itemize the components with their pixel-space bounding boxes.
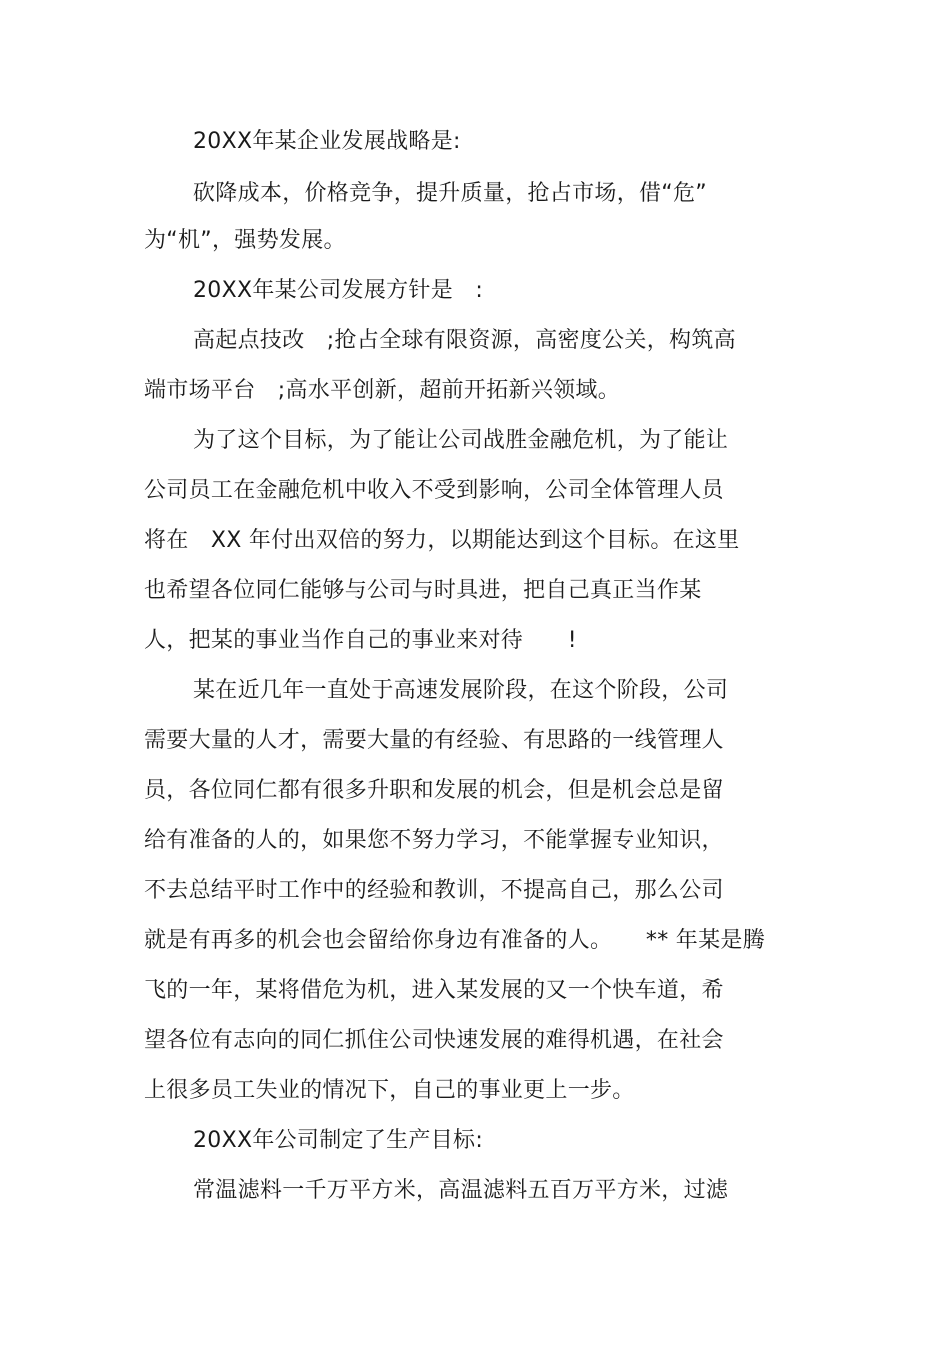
text-line: 需要大量的人才，需要大量的有经验、有思路的一线管理人 xyxy=(144,728,724,753)
text-line: 给有准备的人的，如果您不努力学习，不能掌握专业知识， xyxy=(144,828,724,853)
text-line: 为“机”，强势发展。 xyxy=(144,228,346,253)
text-line: 不去总结平时工作中的经验和教训，不提高自己，那么公司 xyxy=(144,878,724,903)
text-line: 20XX年公司制定了生产目标: xyxy=(193,1128,484,1153)
text-line: 某在近几年一直处于高速发展阶段，在这个阶段，公司 xyxy=(193,678,729,703)
text-line: 员，各位同仁都有很多升职和发展的机会，但是机会总是留 xyxy=(144,778,724,803)
text-line: 上很多员工失业的情况下，自己的事业更上一步。 xyxy=(144,1078,635,1103)
text-line: 公司员工在金融危机中收入不受到影响，公司全体管理人员 xyxy=(144,478,724,503)
text-line: 飞的一年，某将借危为机，进入某发展的又一个快车道，希 xyxy=(144,978,724,1003)
text-line: 就是有再多的机会也会留给你身边有准备的人。 ** 年某是腾 xyxy=(144,928,765,953)
text-line: 20XX年某企业发展战略是: xyxy=(193,129,461,154)
text-line: 为了这个目标，为了能让公司战胜金融危机，为了能让 xyxy=(193,428,729,453)
text-line: 砍降成本，价格竞争，提升质量，抢占市场，借“危” xyxy=(193,181,707,206)
text-line: 也希望各位同仁能够与公司与时具进，把自己真正当作某 xyxy=(144,578,702,603)
text-line: 常温滤料一千万平方米，高温滤料五百万平方米，过滤 xyxy=(193,1178,729,1203)
text-line: 20XX年某公司发展方针是 : xyxy=(193,278,484,303)
text-line: 人，把某的事业当作自己的事业来对待 ! xyxy=(144,628,577,653)
text-line: 将在 XX 年付出双倍的努力，以期能达到这个目标。在这里 xyxy=(144,528,740,553)
text-line: 望各位有志向的同仁抓住公司快速发展的难得机遇，在社会 xyxy=(144,1028,724,1053)
text-line: 端市场平台 ;高水平创新，超前开拓新兴领域。 xyxy=(144,378,621,403)
text-line: 高起点技改 ;抢占全球有限资源，高密度公关，构筑高 xyxy=(193,328,736,353)
